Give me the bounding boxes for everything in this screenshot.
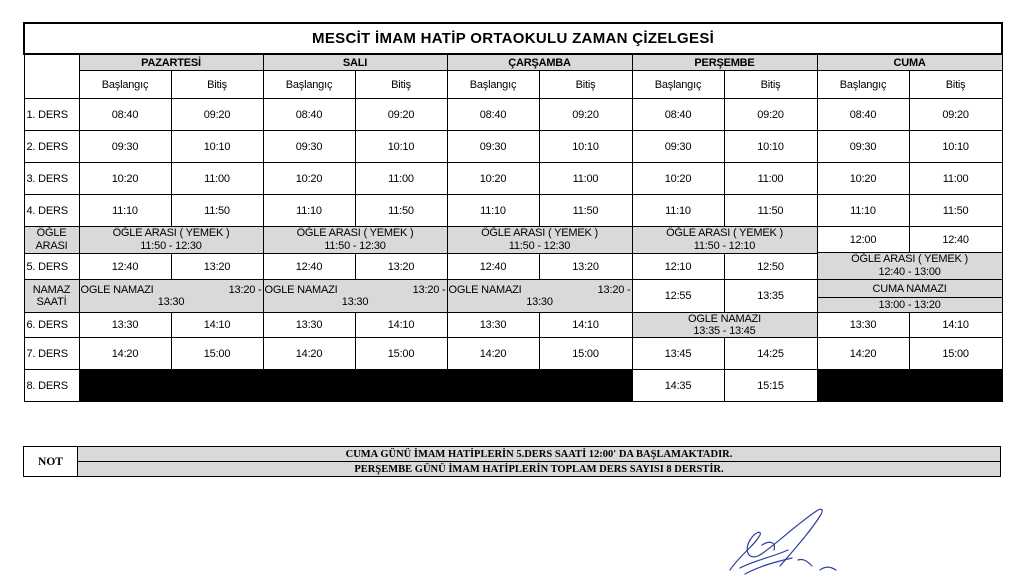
- time-cell: 09:30: [817, 131, 909, 163]
- lunch-break-thursday: [632, 227, 817, 254]
- lunch-text: ÖĞLE ARASI ( YEMEK ): [851, 253, 968, 265]
- table-row-2: [24, 131, 1002, 163]
- time-cell: 09:20: [171, 99, 263, 131]
- time-cell: 09:20: [355, 99, 447, 131]
- end-header: Bitiş: [909, 71, 1002, 99]
- end-header: Bitiş: [539, 71, 632, 99]
- start-header: Başlangıç: [632, 71, 724, 99]
- time-cell: 11:10: [263, 195, 355, 227]
- time-cell: 11:50: [724, 195, 817, 227]
- note-line-1: CUMA GÜNÜ İMAM HATİPLERİN 5.DERS SAATİ 12:00' DA BAŞLAMAKTADIR.: [78, 447, 1001, 462]
- blocked-cell: [79, 370, 632, 402]
- time-cell: 08:40: [632, 99, 724, 131]
- cuma-namazi-friday: [817, 280, 1002, 298]
- time-cell: 09:20: [724, 99, 817, 131]
- time-cell: 13:20: [171, 254, 263, 280]
- time-cell: 13:30: [263, 313, 355, 338]
- time-cell: 14:20: [79, 338, 171, 370]
- time-cell: 11:50: [909, 195, 1002, 227]
- row-label-line: NAMAZ: [32, 284, 71, 296]
- time-cell: 13:30: [447, 313, 539, 338]
- time-cell: 08:40: [447, 99, 539, 131]
- time-cell: 10:10: [171, 131, 263, 163]
- lunch-text: ÖĞLE ARASI ( YEMEK ): [666, 227, 783, 239]
- time-cell: 09:20: [539, 99, 632, 131]
- time-cell: 11:10: [79, 195, 171, 227]
- time-cell: 14:10: [909, 313, 1002, 338]
- note-table: [23, 446, 1001, 477]
- time-cell: 14:35: [632, 370, 724, 402]
- table-row-4: [24, 195, 1002, 227]
- time-cell: 15:15: [724, 370, 817, 402]
- prayer-thursday: [632, 313, 817, 338]
- prayer-tuesday: [263, 280, 447, 313]
- time-cell: 09:30: [632, 131, 724, 163]
- time-cell: 12:40: [79, 254, 171, 280]
- time-cell: 10:20: [263, 163, 355, 195]
- table-row-7: [24, 338, 1002, 370]
- time-cell: 08:40: [817, 99, 909, 131]
- start-header: Başlangıç: [447, 71, 539, 99]
- table-row-1: [24, 99, 1002, 131]
- start-header: Başlangıç: [263, 71, 355, 99]
- time-cell: 15:00: [539, 338, 632, 370]
- row-label: 8. DERS: [24, 370, 79, 402]
- lunch-break-monday: [79, 227, 263, 254]
- time-cell: 11:00: [909, 163, 1002, 195]
- prayer-end: 13:30: [157, 296, 185, 308]
- prayer-wednesday: [447, 280, 632, 313]
- time-cell: 11:50: [539, 195, 632, 227]
- cuma-namazi-time: 13:00 - 13:20: [817, 298, 1002, 313]
- day-header-monday: PAZARTESİ: [79, 54, 263, 71]
- note-line-2: PERŞEMBE GÜNÜ İMAM HATİPLERİN TOPLAM DERS SAYISI 8 DERSTİR.: [78, 462, 1001, 477]
- row-label: 2. DERS: [24, 131, 79, 163]
- row-label: 5. DERS: [24, 254, 79, 280]
- prayer-start: 13:20 -: [412, 284, 446, 296]
- row-label-line: ÖĞLE: [36, 227, 67, 239]
- corner-cell: [24, 54, 79, 99]
- table-row-3: [24, 163, 1002, 195]
- time-cell: 14:20: [447, 338, 539, 370]
- prayer-name: OGLE NAMAZI: [80, 284, 154, 296]
- row-label-line: SAATİ: [36, 296, 67, 308]
- lunch-time: 12:40 - 13:00: [878, 266, 941, 278]
- time-cell: 11:10: [817, 195, 909, 227]
- row-label: 7. DERS: [24, 338, 79, 370]
- day-header-tuesday: SALI: [263, 54, 447, 71]
- time-cell: 12:50: [724, 254, 817, 280]
- time-cell: 10:10: [355, 131, 447, 163]
- lunch-time: 11:50 - 12:10: [693, 240, 756, 252]
- time-cell: 12:55: [632, 280, 724, 313]
- time-cell: 09:30: [447, 131, 539, 163]
- time-cell: 12:10: [632, 254, 724, 280]
- table-row-prayer: [24, 280, 1002, 298]
- prayer-time: 13:35 - 13:45: [693, 325, 756, 337]
- lunch-time: 11:50 - 12:30: [140, 240, 202, 252]
- time-cell: 11:10: [447, 195, 539, 227]
- time-cell: 13:20: [355, 254, 447, 280]
- table-row-6: [24, 313, 1002, 338]
- time-cell: 10:10: [539, 131, 632, 163]
- prayer-monday: [79, 280, 263, 313]
- row-label: 3. DERS: [24, 163, 79, 195]
- time-cell: 14:20: [263, 338, 355, 370]
- time-cell: 10:10: [909, 131, 1002, 163]
- schedule-table: [23, 22, 1003, 402]
- end-header: Bitiş: [171, 71, 263, 99]
- lunch-time: 11:50 - 12:30: [508, 240, 571, 252]
- time-cell: 15:00: [171, 338, 263, 370]
- row-label: 6. DERS: [24, 313, 79, 338]
- end-header: Bitiş: [724, 71, 817, 99]
- time-cell: 14:10: [355, 313, 447, 338]
- time-cell: 15:00: [909, 338, 1002, 370]
- prayer-start: 13:20 -: [228, 284, 262, 296]
- lunch-text: ÖĞLE ARASI ( YEMEK ): [481, 227, 598, 239]
- lunch-time: 11:50 - 12:30: [324, 240, 386, 252]
- day-header-wednesday: ÇARŞAMBA: [447, 54, 632, 71]
- lunch-break-wednesday: [447, 227, 632, 254]
- prayer-name: CUMA NAMAZI: [872, 282, 947, 295]
- start-header: Başlangıç: [817, 71, 909, 99]
- time-cell: 10:20: [79, 163, 171, 195]
- row-label-prayer: [24, 280, 79, 313]
- schedule-title: MESCİT İMAM HATİP ORTAOKULU ZAMAN ÇİZELGESİ: [24, 23, 1002, 54]
- time-cell: 10:20: [447, 163, 539, 195]
- row-label: 4. DERS: [24, 195, 79, 227]
- prayer-name: OGLE NAMAZI: [264, 284, 338, 296]
- time-cell: 08:40: [79, 99, 171, 131]
- time-cell: 15:00: [355, 338, 447, 370]
- time-cell: 10:20: [632, 163, 724, 195]
- time-cell: 13:30: [79, 313, 171, 338]
- lunch-break-tuesday: [263, 227, 447, 254]
- time-cell: 12:40: [263, 254, 355, 280]
- table-row-lunch: [24, 227, 1002, 253]
- time-cell: 10:10: [724, 131, 817, 163]
- row-label: 1. DERS: [24, 99, 79, 131]
- time-cell: 14:10: [539, 313, 632, 338]
- prayer-line: [264, 284, 447, 296]
- time-cell: 11:00: [171, 163, 263, 195]
- prayer-end: 13:30: [526, 296, 553, 308]
- time-cell: 14:20: [817, 338, 909, 370]
- row-label-lunch: [24, 227, 79, 254]
- lunch-text: ÖĞLE ARASI ( YEMEK ): [112, 227, 230, 239]
- time-cell: 11:50: [355, 195, 447, 227]
- blocked-cell: [817, 370, 1002, 402]
- day-header-friday: CUMA: [817, 54, 1002, 71]
- lunch-text: ÖĞLE ARASI ( YEMEK ): [296, 227, 414, 239]
- prayer-name: OGLE NAMAZI: [688, 313, 761, 325]
- time-cell: 12:40: [909, 227, 1002, 253]
- time-cell: 11:00: [355, 163, 447, 195]
- time-cell: 10:20: [817, 163, 909, 195]
- time-cell: 09:30: [79, 131, 171, 163]
- time-cell: 13:30: [817, 313, 909, 338]
- time-cell: 12:00: [817, 227, 909, 253]
- time-cell: 13:35: [724, 280, 817, 313]
- time-cell: 11:00: [539, 163, 632, 195]
- start-header: Başlangıç: [79, 71, 171, 99]
- time-cell: 08:40: [263, 99, 355, 131]
- time-cell: 09:20: [909, 99, 1002, 131]
- table-row-8: [24, 370, 1002, 402]
- time-cell: 13:20: [539, 254, 632, 280]
- day-header-thursday: PERŞEMBE: [632, 54, 817, 71]
- prayer-line: [80, 284, 263, 296]
- prayer-line: [448, 284, 632, 296]
- time-cell: 11:10: [632, 195, 724, 227]
- lunch-break-friday: [817, 253, 1002, 280]
- time-cell: 09:30: [263, 131, 355, 163]
- row-label-line: ARASI: [35, 240, 68, 252]
- prayer-start: 13:20 -: [597, 284, 631, 296]
- end-header: Bitiş: [355, 71, 447, 99]
- prayer-end: 13:30: [341, 296, 369, 308]
- time-cell: 12:40: [447, 254, 539, 280]
- time-cell: 11:00: [724, 163, 817, 195]
- signature: [700, 500, 860, 577]
- prayer-name: OGLE NAMAZI: [448, 284, 522, 296]
- time-cell: 13:45: [632, 338, 724, 370]
- note-label: NOT: [24, 447, 78, 477]
- time-cell: 14:25: [724, 338, 817, 370]
- time-cell: 14:10: [171, 313, 263, 338]
- time-cell: 11:50: [171, 195, 263, 227]
